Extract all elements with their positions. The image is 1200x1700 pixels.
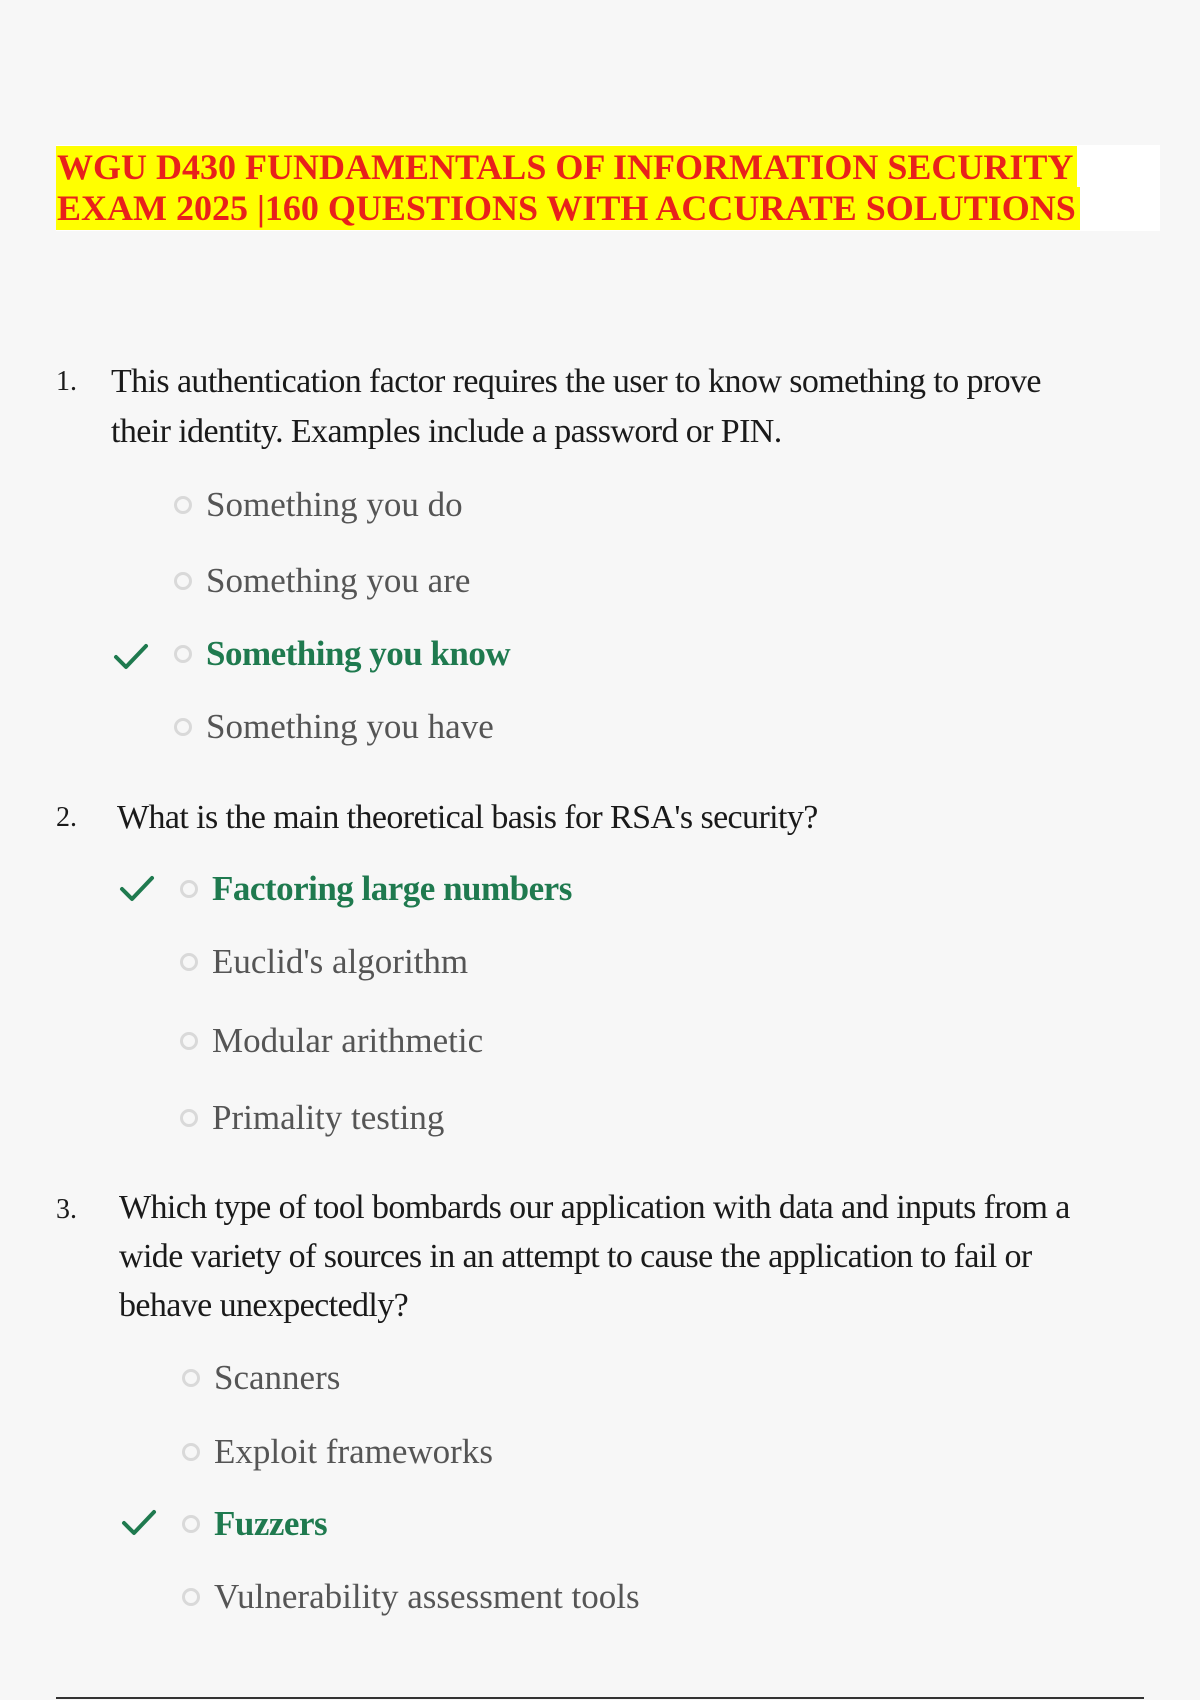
answer-option[interactable] — [180, 942, 468, 982]
question-text-line: Which type of tool bombards our application with data and inputs from a — [119, 1189, 1070, 1226]
answer-option-label: Something you do — [206, 485, 463, 524]
radio-button-icon[interactable] — [180, 880, 198, 898]
answer-option-correct[interactable] — [182, 1504, 327, 1544]
answer-option-label: Vulnerability assessment tools — [214, 1577, 640, 1616]
answer-option-label: Euclid's algorithm — [212, 942, 469, 981]
page-divider — [56, 1697, 1144, 1699]
answer-option[interactable] — [182, 1577, 640, 1617]
radio-button-icon[interactable] — [182, 1443, 200, 1461]
answer-option-label: Exploit frameworks — [214, 1432, 493, 1471]
document-title-line-1: WGU D430 FUNDAMENTALS OF INFORMATION SECURITY — [56, 146, 1077, 189]
answer-option[interactable] — [180, 1098, 444, 1138]
answer-option[interactable] — [182, 1358, 340, 1398]
answer-option-label: Modular arithmetic — [212, 1021, 484, 1060]
answer-option-label: Something you know — [206, 634, 511, 673]
correct-checkmark-icon — [112, 640, 150, 672]
answer-option[interactable] — [174, 485, 463, 525]
question-number: 2. — [56, 802, 77, 833]
question-text-line: their identity. Examples include a password or PIN. — [111, 413, 782, 450]
answer-option-label: Something you are — [206, 561, 471, 600]
radio-button-icon[interactable] — [180, 953, 198, 971]
answer-option[interactable] — [182, 1432, 493, 1472]
correct-checkmark-icon — [120, 1506, 158, 1538]
radio-button-icon[interactable] — [182, 1515, 200, 1533]
answer-option[interactable] — [174, 707, 494, 747]
radio-button-icon[interactable] — [174, 645, 192, 663]
answer-option[interactable] — [174, 561, 470, 601]
radio-button-icon[interactable] — [180, 1109, 198, 1127]
radio-button-icon[interactable] — [174, 572, 192, 590]
answer-option-label: Scanners — [214, 1358, 341, 1397]
radio-button-icon[interactable] — [182, 1369, 200, 1387]
question-text-line: This authentication factor requires the user to know something to prove — [111, 363, 1041, 400]
answer-option-label: Something you have — [206, 707, 494, 746]
correct-checkmark-icon — [118, 872, 156, 904]
question-text-line: What is the main theoretical basis for RSA's security? — [117, 799, 818, 836]
question-number: 3. — [56, 1194, 77, 1225]
radio-button-icon[interactable] — [174, 718, 192, 736]
answer-option-correct[interactable] — [180, 869, 572, 909]
radio-button-icon[interactable] — [174, 496, 192, 514]
question-text-line: behave unexpectedly? — [119, 1287, 409, 1324]
radio-button-icon[interactable] — [180, 1032, 198, 1050]
document-title-line-2: EXAM 2025 |160 QUESTIONS WITH ACCURATE SOLUTIONS — [56, 187, 1080, 230]
answer-option[interactable] — [180, 1021, 483, 1061]
radio-button-icon[interactable] — [182, 1588, 200, 1606]
answer-option-label: Primality testing — [212, 1098, 445, 1137]
answer-option-label: Factoring large numbers — [212, 869, 572, 908]
answer-option-label: Fuzzers — [214, 1504, 328, 1543]
question-text-line: wide variety of sources in an attempt to cause the application to fail or — [119, 1238, 1032, 1275]
answer-option-correct[interactable] — [174, 634, 510, 674]
question-number: 1. — [56, 366, 77, 397]
